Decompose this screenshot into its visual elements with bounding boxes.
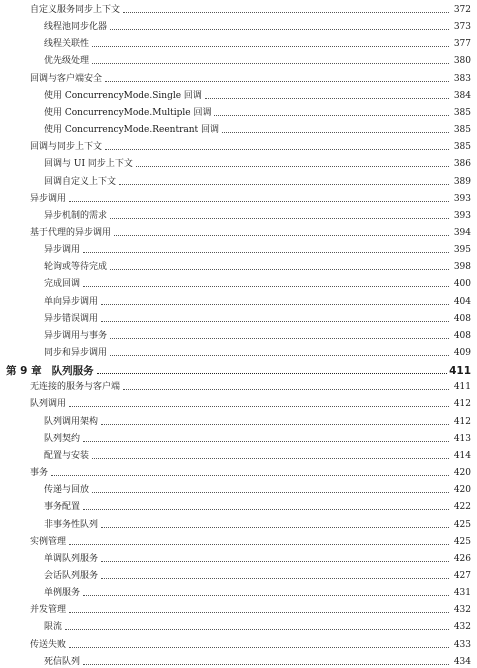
- toc-entry-page: 425: [453, 519, 471, 530]
- toc-entry-title: 轮询或等待完成: [44, 262, 108, 273]
- toc-entry-title: 配置与安装: [44, 450, 90, 461]
- dot-leader: [110, 355, 449, 356]
- toc-entry: [30, 191, 471, 205]
- toc-entry-title: 回调与 UI 同步上下文: [44, 159, 133, 170]
- toc-entry-page: 420: [453, 468, 471, 478]
- dot-leader: [83, 595, 449, 596]
- toc-entry-title: 完成回调: [44, 279, 81, 290]
- dot-leader: [83, 286, 449, 287]
- toc-entry-title: 会话队列服务: [44, 570, 99, 581]
- toc-entry: [30, 637, 471, 651]
- toc-entry-page: 393: [453, 210, 471, 221]
- toc-entry: [30, 139, 471, 153]
- toc-entry-page: 373: [453, 22, 471, 33]
- toc-entry: [44, 585, 471, 599]
- toc-entry-page: 433: [453, 639, 471, 650]
- dot-leader: [110, 269, 449, 270]
- toc-entry-page: 393: [453, 193, 471, 204]
- toc-entry-page: 425: [453, 536, 471, 547]
- toc-entry-title: 队列调用架构: [44, 416, 99, 427]
- dot-leader: [214, 115, 449, 116]
- toc-entry-title: 单例服务: [44, 588, 81, 599]
- toc-entry-page: 385: [453, 142, 471, 153]
- toc-entry-page: 384: [453, 90, 471, 101]
- dot-leader: [69, 406, 449, 407]
- dot-leader: [101, 321, 449, 322]
- toc-entry: [44, 414, 471, 428]
- dot-leader: [110, 29, 449, 30]
- toc-entry: [44, 431, 471, 445]
- dot-leader: [69, 647, 449, 648]
- toc-entry: [44, 122, 471, 136]
- toc-entry-page: 412: [453, 399, 471, 410]
- toc-entry: [44, 53, 471, 67]
- dot-leader: [101, 527, 449, 528]
- dot-leader: [83, 509, 449, 510]
- toc-entry: [44, 568, 471, 582]
- toc-entry-title: 队列服务: [51, 365, 94, 378]
- toc-entry-page: 386: [453, 159, 471, 170]
- toc-entry-page: 385: [453, 125, 471, 135]
- toc-entry-page: 434: [453, 656, 471, 667]
- toc-entry-title: 无连接的服务与客户端: [30, 382, 121, 393]
- toc-entry-title: 使用 ConcurrencyMode.Reentrant 回调: [44, 125, 220, 135]
- toc-entry-title: 同步和异步调用: [44, 348, 108, 358]
- dot-leader: [83, 441, 449, 442]
- toc-entry-page: 408: [453, 330, 471, 341]
- toc-entry-page: 395: [453, 245, 471, 256]
- toc-entry-page: 411: [449, 365, 471, 378]
- toc-entry-page: 404: [453, 296, 471, 307]
- dot-leader: [83, 664, 449, 665]
- toc-entry: [44, 345, 471, 359]
- toc-entry-title: 使用 ConcurrencyMode.Single 回调: [44, 90, 202, 101]
- toc-entry: [30, 534, 471, 548]
- toc-entry-title: 回调与同步上下文: [30, 142, 103, 153]
- dot-leader: [110, 218, 449, 219]
- toc-entry: [30, 379, 471, 393]
- toc-entry-page: 398: [453, 262, 471, 273]
- dot-leader: [51, 475, 449, 476]
- toc-entry-title: 非事务性队列: [44, 519, 99, 530]
- toc-entry: [44, 88, 471, 102]
- toc-entry: [30, 602, 471, 616]
- toc-entry: [44, 482, 471, 496]
- dot-leader: [101, 561, 449, 562]
- dot-leader: [69, 544, 449, 545]
- toc-entry: [44, 208, 471, 222]
- toc-entry-page: 394: [453, 227, 471, 238]
- dot-leader: [101, 578, 449, 579]
- toc-entry-title: 实例管理: [30, 536, 67, 547]
- toc-entry-page: 383: [453, 73, 471, 84]
- dot-leader: [123, 12, 449, 13]
- dot-leader: [119, 184, 449, 185]
- toc-entry-title: 回调与客户端安全: [30, 73, 103, 84]
- toc-entry: [44, 619, 471, 633]
- dot-leader: [136, 166, 449, 167]
- toc-entry-title: 线程池同步化器: [44, 22, 108, 33]
- toc-entry: [44, 328, 471, 342]
- toc-entry: [44, 311, 471, 325]
- toc-entry-title: 异步调用与事务: [44, 330, 108, 341]
- dot-leader: [110, 338, 449, 339]
- toc-entry-title: 队列调用: [30, 399, 67, 410]
- toc-entry-page: 411: [453, 382, 471, 393]
- dot-leader: [92, 46, 449, 47]
- toc-entry-title: 事务: [30, 468, 49, 478]
- dot-leader: [97, 373, 447, 374]
- toc-entry: [44, 36, 471, 50]
- toc-entry: [30, 71, 471, 85]
- toc-entry-page: 427: [453, 570, 471, 581]
- dot-leader: [92, 63, 449, 64]
- toc-entry-page: 432: [453, 622, 471, 633]
- toc-entry-title: 优先级处理: [44, 56, 90, 67]
- toc-entry-page: 389: [453, 176, 471, 187]
- dot-leader: [205, 98, 449, 99]
- toc-entry-page: 422: [453, 502, 471, 513]
- toc-entry: [44, 499, 471, 513]
- toc-entry-page: 377: [453, 39, 471, 50]
- toc-entry-title: 传送失败: [30, 639, 67, 650]
- toc-entry: [44, 448, 471, 462]
- toc-entry-page: 420: [453, 485, 471, 496]
- toc-entry-title: 队列契约: [44, 433, 81, 444]
- toc-entry-title: 使用 ConcurrencyMode.Multiple 回调: [44, 107, 212, 118]
- toc-entry-page: 431: [453, 588, 471, 599]
- toc-entry: [44, 259, 471, 273]
- toc-entry: [30, 2, 471, 16]
- toc-entry-page: 414: [453, 450, 471, 461]
- toc-entry: [44, 551, 471, 565]
- toc-entry: [44, 294, 471, 308]
- toc-entry-page: 380: [453, 56, 471, 67]
- toc-entry: [44, 242, 471, 256]
- toc-entry-title: 自定义服务同步上下文: [30, 5, 121, 15]
- toc-entry-title: 单调队列服务: [44, 553, 99, 564]
- toc-entry-title: 限流: [44, 622, 63, 633]
- toc-entry: [44, 105, 471, 119]
- dot-leader: [101, 304, 449, 305]
- toc-entry-title: 单向异步调用: [44, 296, 99, 307]
- dot-leader: [222, 132, 449, 133]
- chapter-number: 第 9 章: [6, 365, 42, 378]
- toc-entry: [30, 396, 471, 410]
- toc-entry-title: 异步调用: [44, 245, 81, 256]
- toc-entry-title: 回调自定义上下文: [44, 176, 117, 187]
- toc-entry: [30, 465, 471, 479]
- toc-entry-title: 基于代理的异步调用: [30, 227, 112, 238]
- toc-entry: [44, 174, 471, 188]
- chapter-heading: [6, 361, 471, 377]
- dot-leader: [92, 492, 449, 493]
- dot-leader: [69, 612, 449, 613]
- toc-entry: [30, 225, 471, 239]
- toc-entry: [44, 156, 471, 170]
- toc-entry-page: 372: [453, 5, 471, 15]
- toc-entry-page: 400: [453, 279, 471, 290]
- toc-entry-page: 385: [453, 107, 471, 118]
- toc-entry-page: 412: [453, 416, 471, 427]
- dot-leader: [105, 81, 449, 82]
- toc-entry-title: 传递与回放: [44, 485, 90, 496]
- toc-entry-title: 死信队列: [44, 656, 81, 667]
- toc-entry: [44, 276, 471, 290]
- dot-leader: [65, 629, 449, 630]
- dot-leader: [69, 201, 449, 202]
- dot-leader: [101, 424, 449, 425]
- toc-entry-title: 线程关联性: [44, 39, 90, 50]
- toc-entry-title: 异步调用: [30, 193, 67, 204]
- dot-leader: [114, 235, 449, 236]
- toc-entry-page: 409: [453, 348, 471, 358]
- toc-entry-page: 413: [453, 433, 471, 444]
- toc-entry-title: 事务配置: [44, 502, 81, 513]
- dot-leader: [83, 252, 449, 253]
- toc-entry-page: 408: [453, 313, 471, 324]
- toc-entry-title: 并发管理: [30, 605, 67, 616]
- toc-entry: [44, 19, 471, 33]
- toc-entry-page: 426: [453, 553, 471, 564]
- toc-entry-title: 异步机制的需求: [44, 210, 108, 221]
- dot-leader: [105, 149, 449, 150]
- toc-entry-title: 异步错误调用: [44, 313, 99, 324]
- dot-leader: [123, 389, 449, 390]
- dot-leader: [92, 458, 449, 459]
- toc-entry-page: 432: [453, 605, 471, 616]
- toc-entry: [44, 517, 471, 531]
